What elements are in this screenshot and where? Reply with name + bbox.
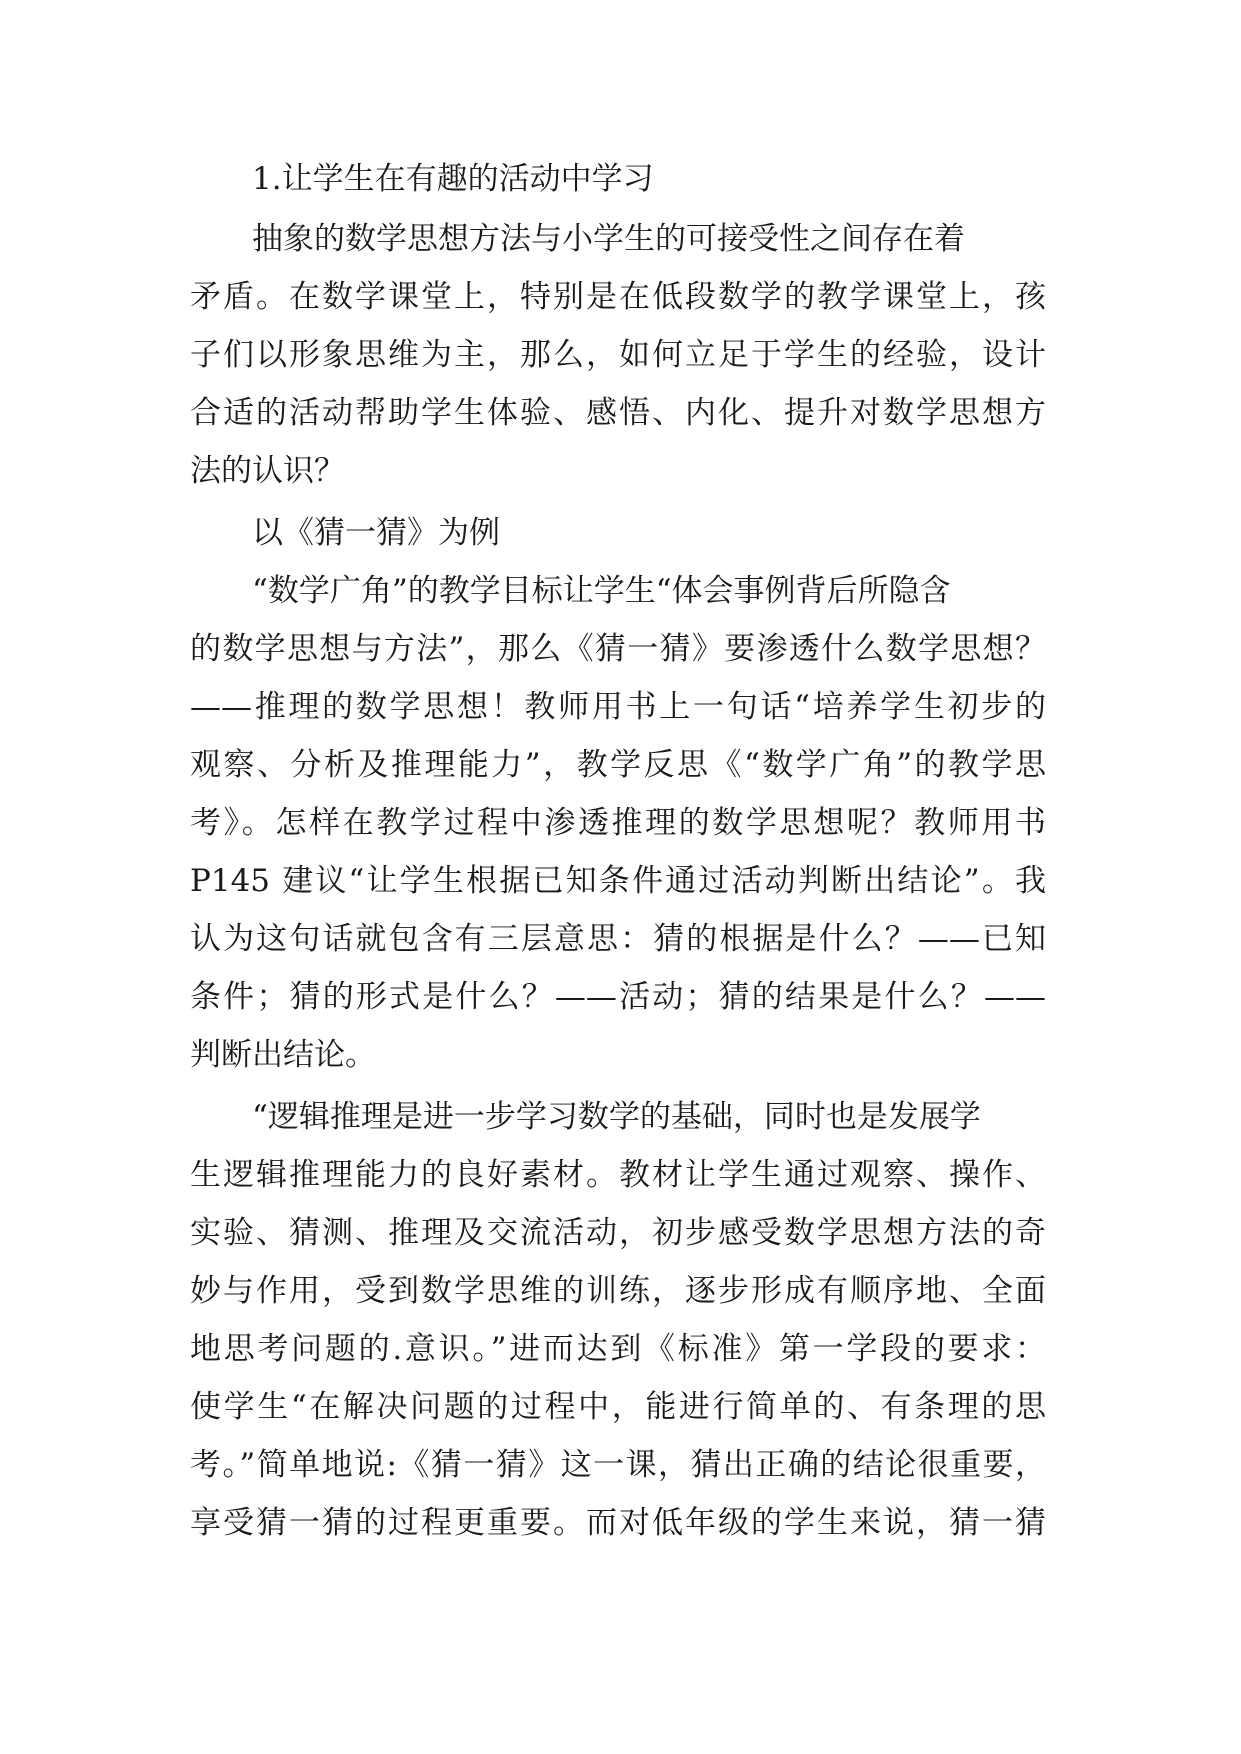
paragraph-line: 判断出结论。 [190, 1037, 376, 1073]
paragraph-line: 考。”简单地说:《猜一猜》这一课，猜出正确的结论很重要， [190, 1447, 1046, 1483]
paragraph-line: 使学生“在解决问题的过程中，能进行简单的、有条理的思 [190, 1389, 1046, 1425]
paragraph-line: 妙与作用，受到数学思维的训练，逐步形成有顺序地、全面 [190, 1273, 1046, 1309]
paragraph-line: 观察、分析及推理能力”，教学反思《“数学广角”的教学思 [190, 747, 1046, 783]
paragraph-line: 法的认识？ [190, 453, 345, 489]
paragraph-line: 矛盾。在数学课堂上，特别是在低段数学的教学课堂上，孩 [190, 279, 1046, 315]
paragraph-line: 抽象的数学思想方法与小学生的可接受性之间存在着 [252, 221, 965, 257]
paragraph-line: 考》。怎样在教学过程中渗透推理的数学思想呢？教师用书 [190, 805, 1046, 841]
paragraph-line: ——推理的数学思想！教师用书上一句话“培养学生初步的 [190, 689, 1046, 725]
section-heading: 1.让学生在有趣的活动中学习 [252, 161, 654, 197]
paragraph-line: “数学广角”的教学目标让学生“体会事例背后所隐含 [252, 573, 951, 609]
paragraph-line: 条件；猜的形式是什么？——活动；猜的结果是什么？—— [190, 979, 1046, 1015]
paragraph-line: 享受猜一猜的过程更重要。而对低年级的学生来说，猜一猜 [190, 1505, 1046, 1541]
paragraph-line: 子们以形象思维为主，那么，如何立足于学生的经验，设计 [190, 337, 1046, 373]
paragraph-line: 生逻辑推理能力的良好素材。教材让学生通过观察、操作、 [190, 1157, 1046, 1193]
paragraph-line: 实验、猜测、推理及交流活动，初步感受数学思想方法的奇 [190, 1215, 1046, 1251]
paragraph-line: “逻辑推理是进一步学习数学的基础，同时也是发展学 [252, 1099, 981, 1135]
paragraph-line: P145 建议“让学生根据已知条件通过活动判断出结论”。我 [190, 863, 1046, 899]
paragraph-line: 地思考问题的.意识。”进而达到《标准》第一学段的要求： [190, 1331, 1046, 1367]
paragraph-line: 以《猜一猜》为例 [252, 515, 500, 551]
paragraph-line: 认为这句话就包含有三层意思：猜的根据是什么？——已知 [190, 921, 1046, 957]
paragraph-line: 的数学思想与方法”，那么《猜一猜》要渗透什么数学思想？ [190, 631, 1046, 667]
paragraph-line: 合适的活动帮助学生体验、感悟、内化、提升对数学思想方 [190, 395, 1046, 431]
